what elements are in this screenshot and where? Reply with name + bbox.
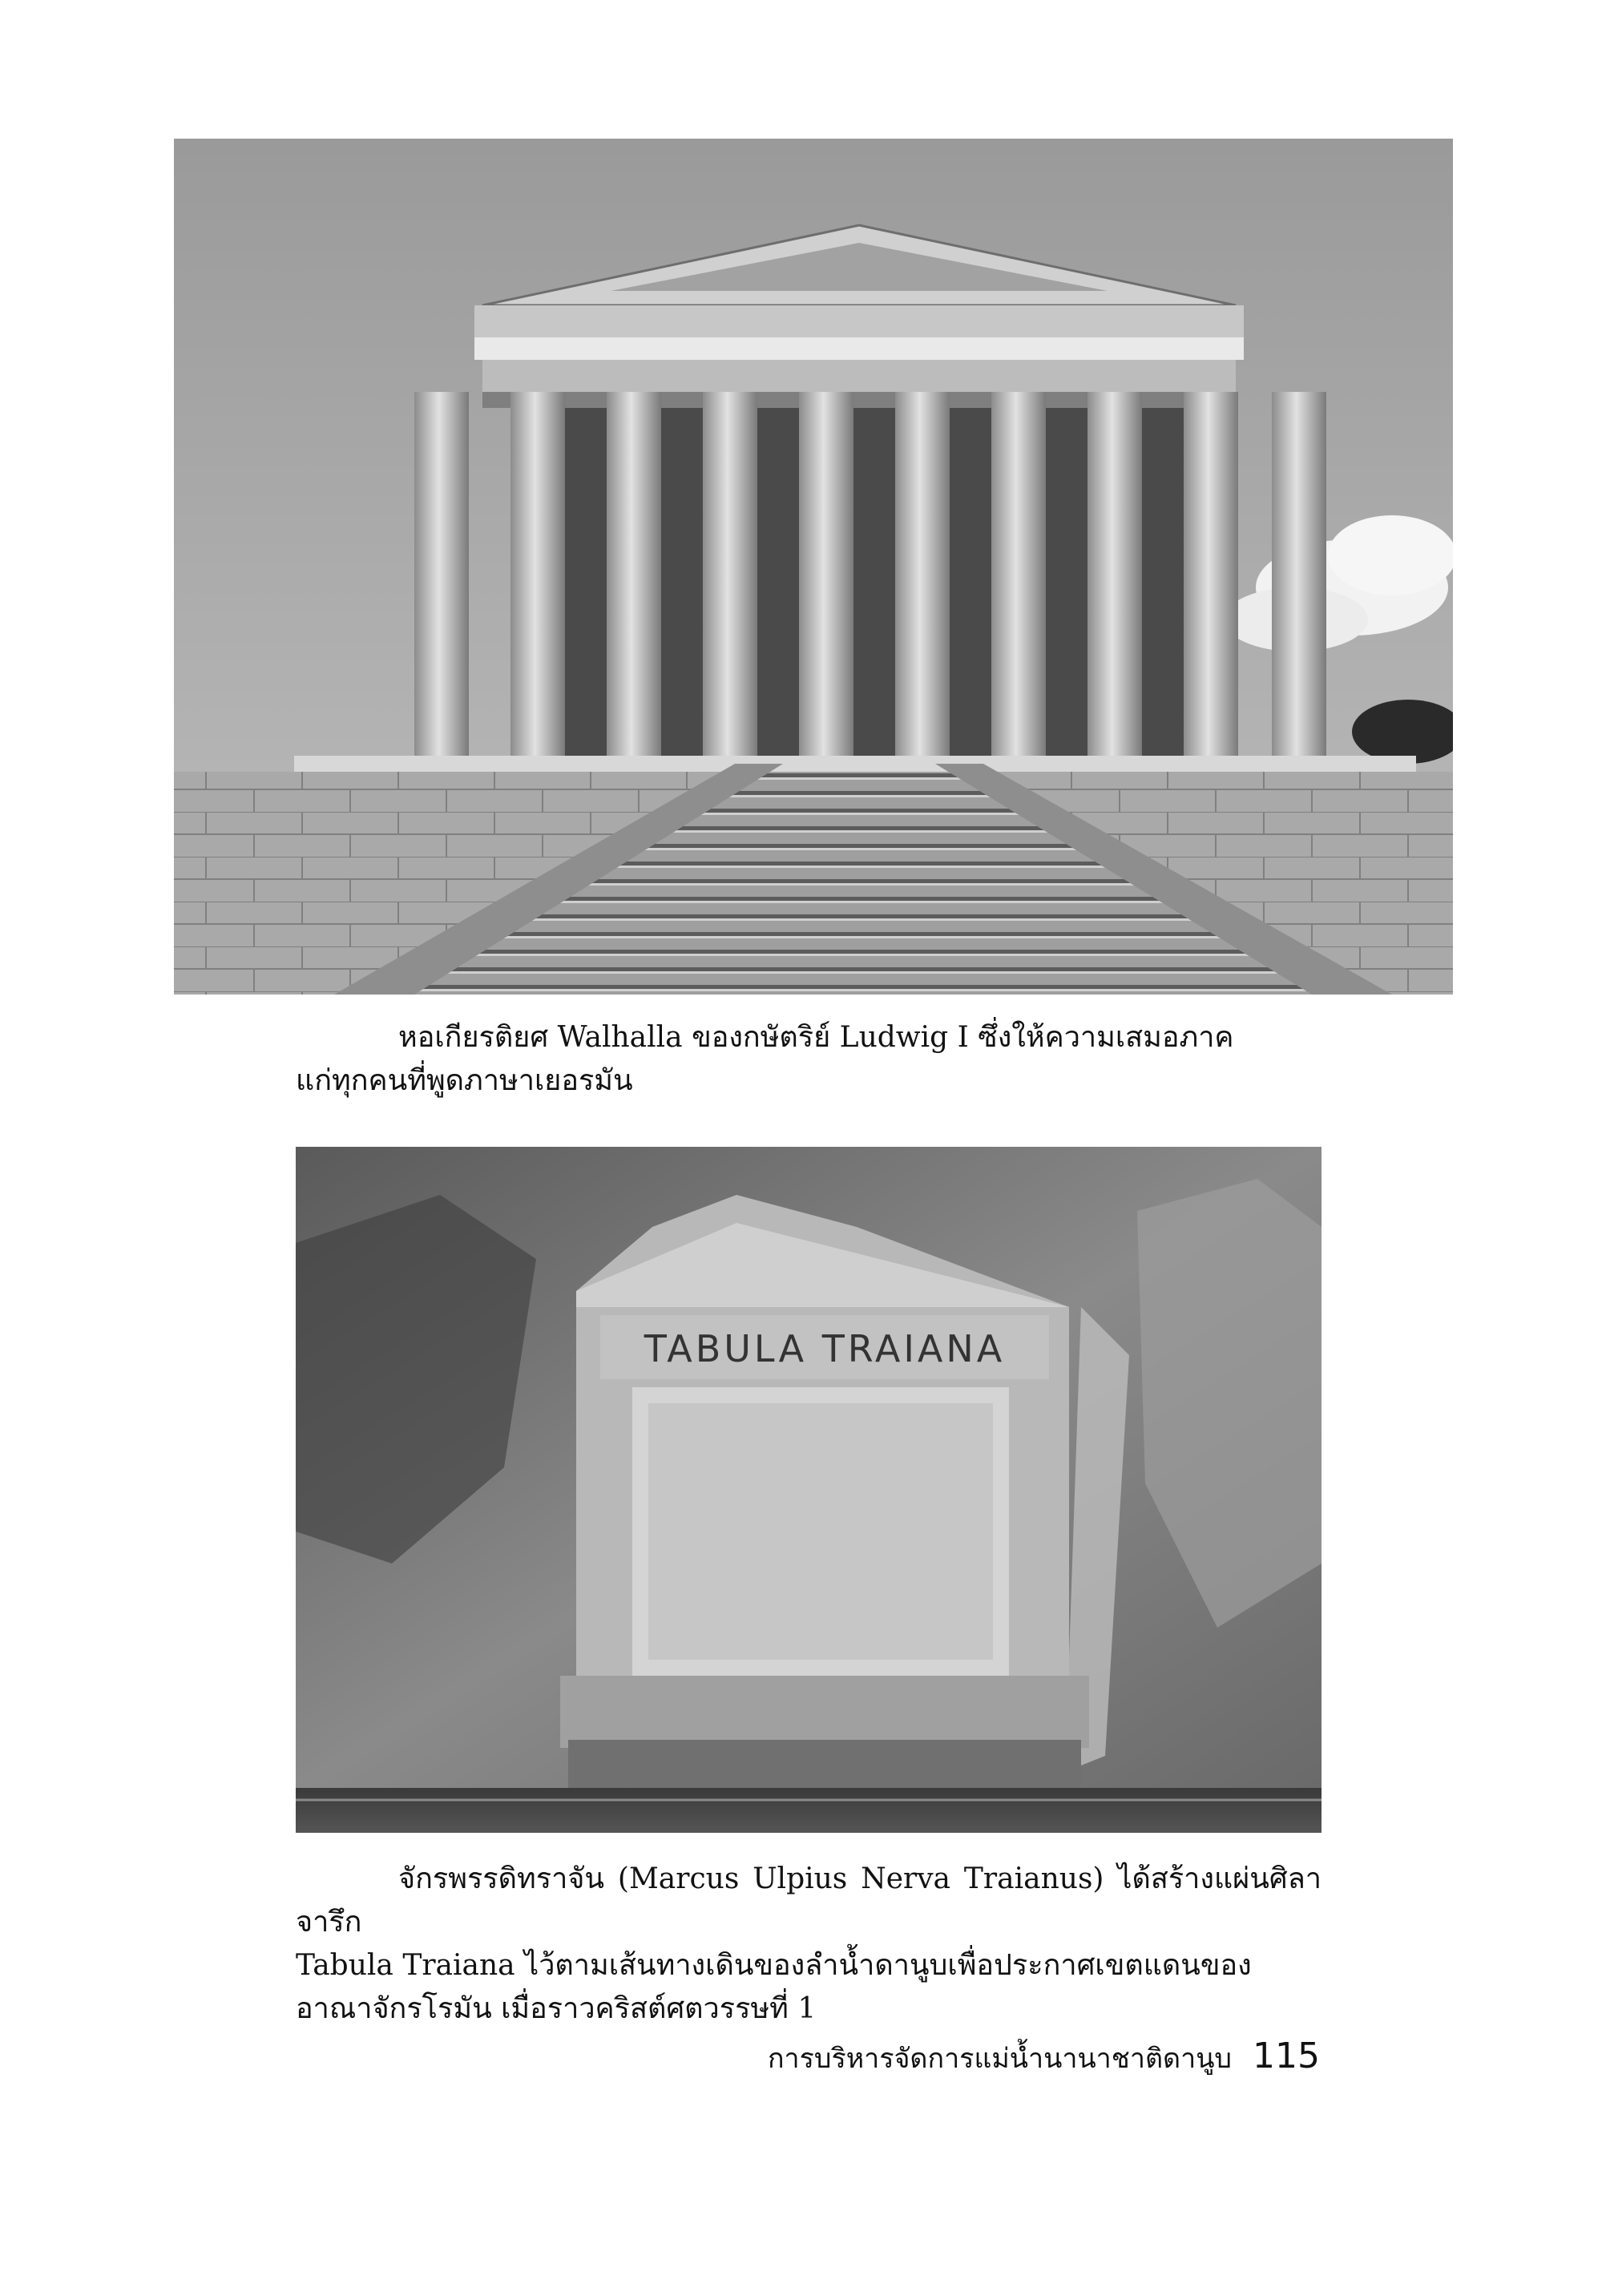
tabula-caption bbox=[296, 1858, 1322, 2031]
page-footer bbox=[768, 2036, 1320, 2080]
walhalla-caption-line1: หอเกียรติยศ Walhalla ของกษัตริย์ Ludwig I ซึ่งให้ความเสมอภาค bbox=[398, 1021, 1234, 1054]
tabula-inscription: TABULA TRAIANA bbox=[644, 1327, 1006, 1370]
walhalla-caption-line2: แก่ทุกคนที่พูดภาษาเยอรมัน bbox=[296, 1064, 633, 1097]
tabula-caption-line2: Tabula Traiana ไว้ตามเส้นทางเดินของลำน้ำดานูบเพื่อประกาศเขตแดนของ bbox=[296, 1949, 1252, 1982]
tabula-traiana-photo bbox=[296, 1147, 1322, 1833]
walhalla-photo bbox=[174, 139, 1453, 995]
running-title: การบริหารจัดการแม่น้ำนานาชาติดานูบ bbox=[767, 2043, 1233, 2075]
tabula-caption-line1: จักรพรรดิทราจัน (Marcus Ulpius Nerva Traianus) ได้สร้างแผ่นศิลาจารึก bbox=[296, 1862, 1322, 1939]
tabula-caption-line3: อาณาจักรโรมัน เมื่อราวคริสต์ศตวรรษที่ 1 bbox=[296, 1992, 817, 2025]
walhalla-caption bbox=[296, 1016, 1322, 1103]
page-number: 115 bbox=[1253, 2036, 1320, 2076]
tabula-traiana-illustration bbox=[296, 1147, 1322, 1833]
walhalla-temple-illustration bbox=[174, 139, 1453, 995]
